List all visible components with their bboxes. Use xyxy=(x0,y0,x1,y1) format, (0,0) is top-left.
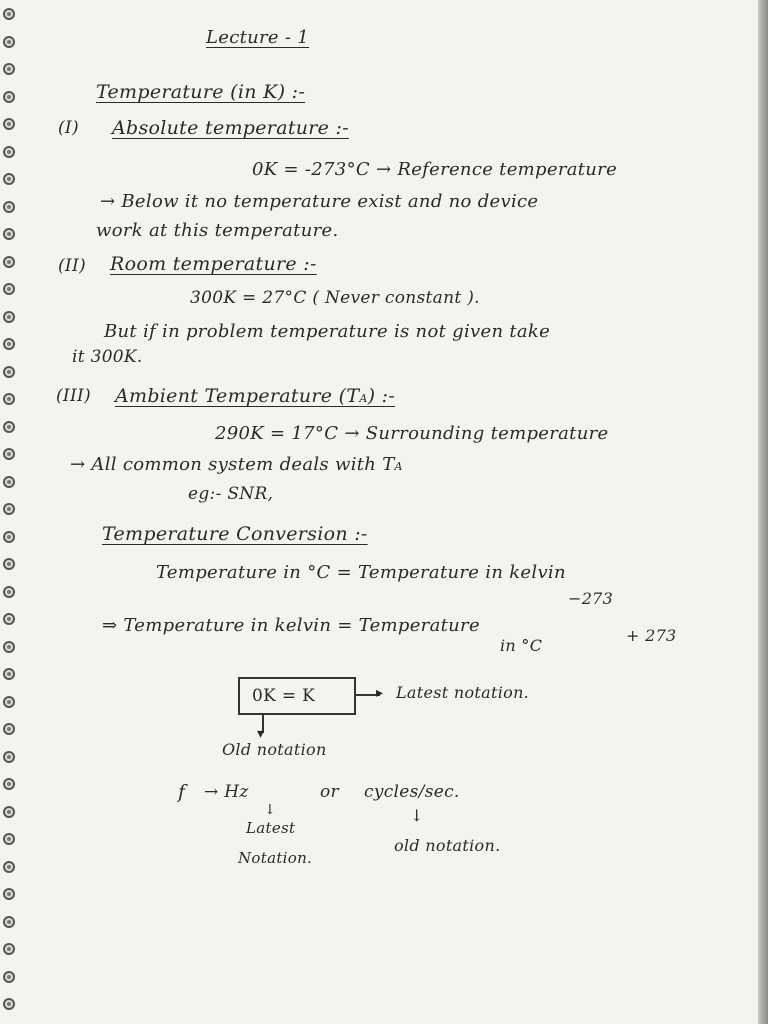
cycles-unit: cycles/sec. xyxy=(364,782,460,802)
hz-unit: → Hz xyxy=(204,782,249,802)
binding-ring xyxy=(3,393,15,405)
conversion-equation-2: ⇒ Temperature in kelvin = Temperature xyxy=(102,615,480,636)
latest-notation-label: Latest notation. xyxy=(396,683,530,702)
binding-ring xyxy=(3,778,15,790)
binding-ring xyxy=(3,751,15,763)
conversion-title: Temperature Conversion :- xyxy=(102,523,368,545)
binding-ring xyxy=(3,118,15,130)
binding-ring xyxy=(3,641,15,653)
binding-ring xyxy=(3,586,15,598)
temperature-heading: Temperature (in K) :- xyxy=(96,81,306,103)
conversion-plus-273: + 273 xyxy=(626,626,677,645)
section-1-number: (I) xyxy=(58,118,79,138)
binding-ring xyxy=(3,723,15,735)
arrow-down-old: ↓ xyxy=(410,806,424,825)
section-3-line-1: → All common system deals with TA xyxy=(70,454,403,475)
binding-ring xyxy=(3,503,15,515)
binding-ring xyxy=(3,531,15,543)
section-2-number: (II) xyxy=(58,256,86,276)
binding-ring xyxy=(3,833,15,845)
conversion-equation-1: Temperature in °C = Temperature in kelvin xyxy=(156,562,566,583)
binding-ring xyxy=(3,338,15,350)
section-2-equation: 300K = 27°C ( Never constant ). xyxy=(190,288,480,308)
binding-ring xyxy=(3,91,15,103)
binding-ring xyxy=(3,8,15,20)
binding-ring xyxy=(3,861,15,873)
binding-ring xyxy=(3,916,15,928)
binding-ring xyxy=(3,228,15,240)
arrow-head-right: ▸ xyxy=(376,685,384,701)
binding-ring xyxy=(3,201,15,213)
latest-notation-2b: Notation. xyxy=(238,849,313,867)
section-1-line-2: work at this temperature. xyxy=(96,220,339,241)
binding-ring xyxy=(3,256,15,268)
section-2-line-2: it 300K. xyxy=(72,347,143,367)
binding-ring xyxy=(3,421,15,433)
binding-ring xyxy=(3,696,15,708)
lecture-title: Lecture - 1 xyxy=(206,27,310,48)
binding-ring xyxy=(3,806,15,818)
binding-ring xyxy=(3,63,15,75)
latest-notation-2a: Latest xyxy=(246,819,296,837)
binding-ring xyxy=(3,558,15,570)
spiral-binding xyxy=(0,0,22,1024)
binding-ring xyxy=(3,146,15,158)
binding-ring xyxy=(3,448,15,460)
or-text: or xyxy=(320,782,339,802)
conversion-minus-273: −273 xyxy=(568,589,614,608)
binding-ring xyxy=(3,888,15,900)
old-notation-label: Old notation xyxy=(222,740,327,759)
binding-ring xyxy=(3,283,15,295)
conversion-in-celsius: in °C xyxy=(500,636,543,655)
section-2-title: Room temperature :- xyxy=(110,253,317,275)
section-1-equation: 0K = -273°C → Reference temperature xyxy=(252,159,618,180)
section-3-line-2: eg:- SNR, xyxy=(188,484,274,504)
page-edge xyxy=(758,0,768,1024)
binding-ring xyxy=(3,311,15,323)
binding-ring xyxy=(3,476,15,488)
section-2-line-1: But if in problem temperature is not given take xyxy=(104,321,551,342)
old-notation-2: old notation. xyxy=(394,836,501,855)
binding-ring xyxy=(3,668,15,680)
section-3-title: Ambient Temperature (TA) :- xyxy=(115,385,396,407)
section-3-number: (III) xyxy=(56,386,91,406)
binding-ring xyxy=(3,366,15,378)
section-1-line-1: → Below it no temperature exist and no device xyxy=(100,191,539,212)
section-3-equation: 290K = 17°C → Surrounding temperature xyxy=(215,423,609,444)
notation-box-text: 0K = K xyxy=(252,686,316,706)
binding-ring xyxy=(3,613,15,625)
section-1-title: Absolute temperature :- xyxy=(112,117,349,139)
arrow-head-down: ▾ xyxy=(257,726,265,742)
frequency-symbol: f xyxy=(178,781,186,803)
binding-ring xyxy=(3,173,15,185)
binding-ring xyxy=(3,943,15,955)
arrow-down-latest: ↓ xyxy=(264,802,276,818)
binding-ring xyxy=(3,36,15,48)
binding-ring xyxy=(3,998,15,1010)
binding-ring xyxy=(3,971,15,983)
